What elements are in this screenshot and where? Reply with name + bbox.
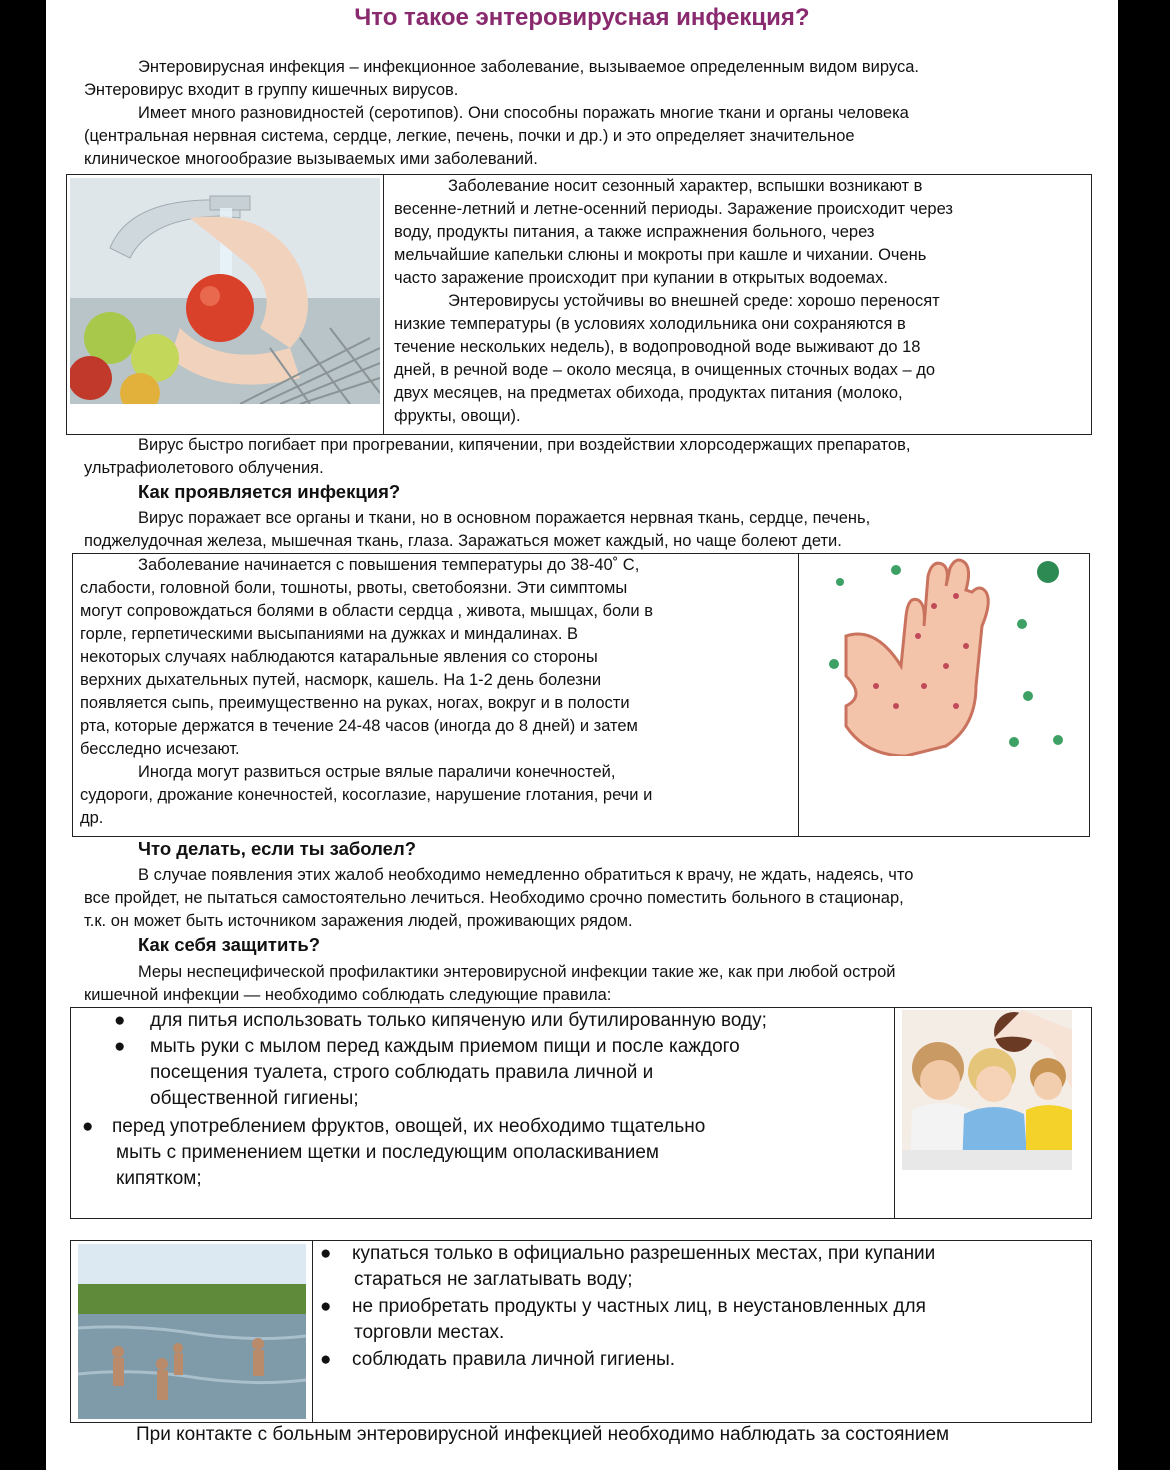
heading-if-sick: Что делать, если ты заболел?	[138, 838, 416, 859]
bullet: ●	[320, 1349, 332, 1370]
bullet: ●	[114, 1036, 126, 1057]
washing-fruit-image	[70, 178, 380, 404]
page-title: Что такое энтеровирусная инфекция?	[354, 4, 810, 31]
rule-boiled-water: для питья использовать только кипяченую или бутилированную воду;	[150, 1010, 767, 1031]
box1-text: Заболевание носит сезонный характер, вспышки возникают в весенне-летний и летне-осенний периоды. Заражение происходит через воду, продукты питания, а также испражнения больного, через мельчайшие капельки слюны и мокроты при кашле и чихании. Очень часто заражение происходит при купании в открытых водоемах. Энтеровирусы устойчивы во внешней среде: хорошо переносят низкие температуры (в условиях холодильника они сохраняются в течение нескольких недель), в водопроводной воде выживают до 18 дней, в речной воде – около месяца, в очищенных сточных водах – до двух месяцев, на предметах обихода, продуктах питания (молоко, фрукты, овощи).	[394, 177, 953, 425]
box-divider	[798, 553, 799, 837]
rule-hygiene: соблюдать правила личной гигиены.	[352, 1349, 676, 1370]
bullet: ●	[320, 1243, 332, 1264]
rule-wash-fruits: перед употреблением фруктов, овощей, их необходимо тщательно мыть с применением щетки и последующим ополаскиванием кипятком;	[112, 1116, 706, 1189]
kids-washing-hands-image	[902, 1010, 1072, 1170]
rash-hand-image	[806, 556, 1078, 756]
rule-buy-food: не приобретать продукты у частных лиц, в неустановленных для торговли местах.	[352, 1296, 926, 1343]
box2-text: Заболевание начинается с повышения температуры до 38-40˚ С, слабости, головной боли, тошноты, рвоты, светобоязни. Эти симптомы могут сопровождаться болями в области сердца , живота, мышцах, боли в горле, герпетическими высыпаниями на дужках и миндалинах. В некоторых случаях наблюдаются катаральные явления со стороны верхних дыхательных путей, насморк, кашель. На 1-2 день болезни появляется сыпь, преимущественно на руках, ногах, вокруг и в полости рта, которые держатся в течение 24-48 часов (иногда до 8 дней) и затем бесследно исчезают. Иногда могут развиться острые вялые параличи конечностей, судороги, дрожание конечностей, косоглазие, нарушение глотания, речи и др.	[80, 556, 653, 827]
bullet: ●	[114, 1010, 126, 1031]
footer-text: При контакте с больным энтеровирусной инфекцией необходимо наблюдать за состоянием	[136, 1424, 950, 1445]
intro-text: Энтеровирусная инфекция – инфекционное заболевание, вызываемое определенным видом вируса. Энтеровирус входит в группу кишечных вирусов. Имеет много разновидностей (серотипов). Они способны поражать многие ткани и органы человека (центральная нервная система, сердце, легкие, печень, почки и др.) и это определяет значительное клиническое многообразие вызываемых ими заболеваний.	[84, 58, 919, 168]
swimming-river-image	[78, 1244, 306, 1419]
box-divider	[894, 1007, 895, 1219]
bullet: ●	[82, 1116, 94, 1137]
symptoms-intro: Вирус поражает все органы и ткани, но в основном поражается нервная ткань, сердце, печень, поджелудочная железа, мышечная ткань, глаза. Заражаться может каждый, но чаще болеют дети.	[84, 509, 871, 550]
after-box1-text: Вирус быстро погибает при прогревании, кипячении, при воздействии хлорсодержащих препаратов, ультрафиолетового облучения.	[84, 436, 911, 477]
box-divider	[312, 1240, 313, 1423]
heading-symptoms: Как проявляется инфекция?	[138, 481, 401, 502]
heading-protect: Как себя защитить?	[138, 934, 321, 955]
bullet: ●	[320, 1296, 332, 1317]
protect-text: Меры неспецифической профилактики энтеровирусной инфекции такие же, как при любой острой кишечной инфекции — необходимо соблюдать следующие правила:	[84, 963, 896, 1004]
rule-wash-hands: мыть руки с мылом перед каждым приемом пищи и после каждого посещения туалета, строго соблюдать правила личной и общественной гигиены;	[150, 1036, 740, 1109]
rule-swim-permitted: купаться только в официально разрешенных местах, при купании стараться не заглатывать воду;	[352, 1243, 936, 1290]
box-divider	[383, 174, 384, 435]
document-page	[46, 0, 1118, 1470]
sick-text: В случае появления этих жалоб необходимо немедленно обратиться к врачу, не ждать, надеясь, что все пройдет, не пытаться самостоятельно лечиться. Необходимо срочно поместить больного в стационар, т.к. он может быть источником заражения людей, проживающих рядом.	[84, 866, 914, 930]
